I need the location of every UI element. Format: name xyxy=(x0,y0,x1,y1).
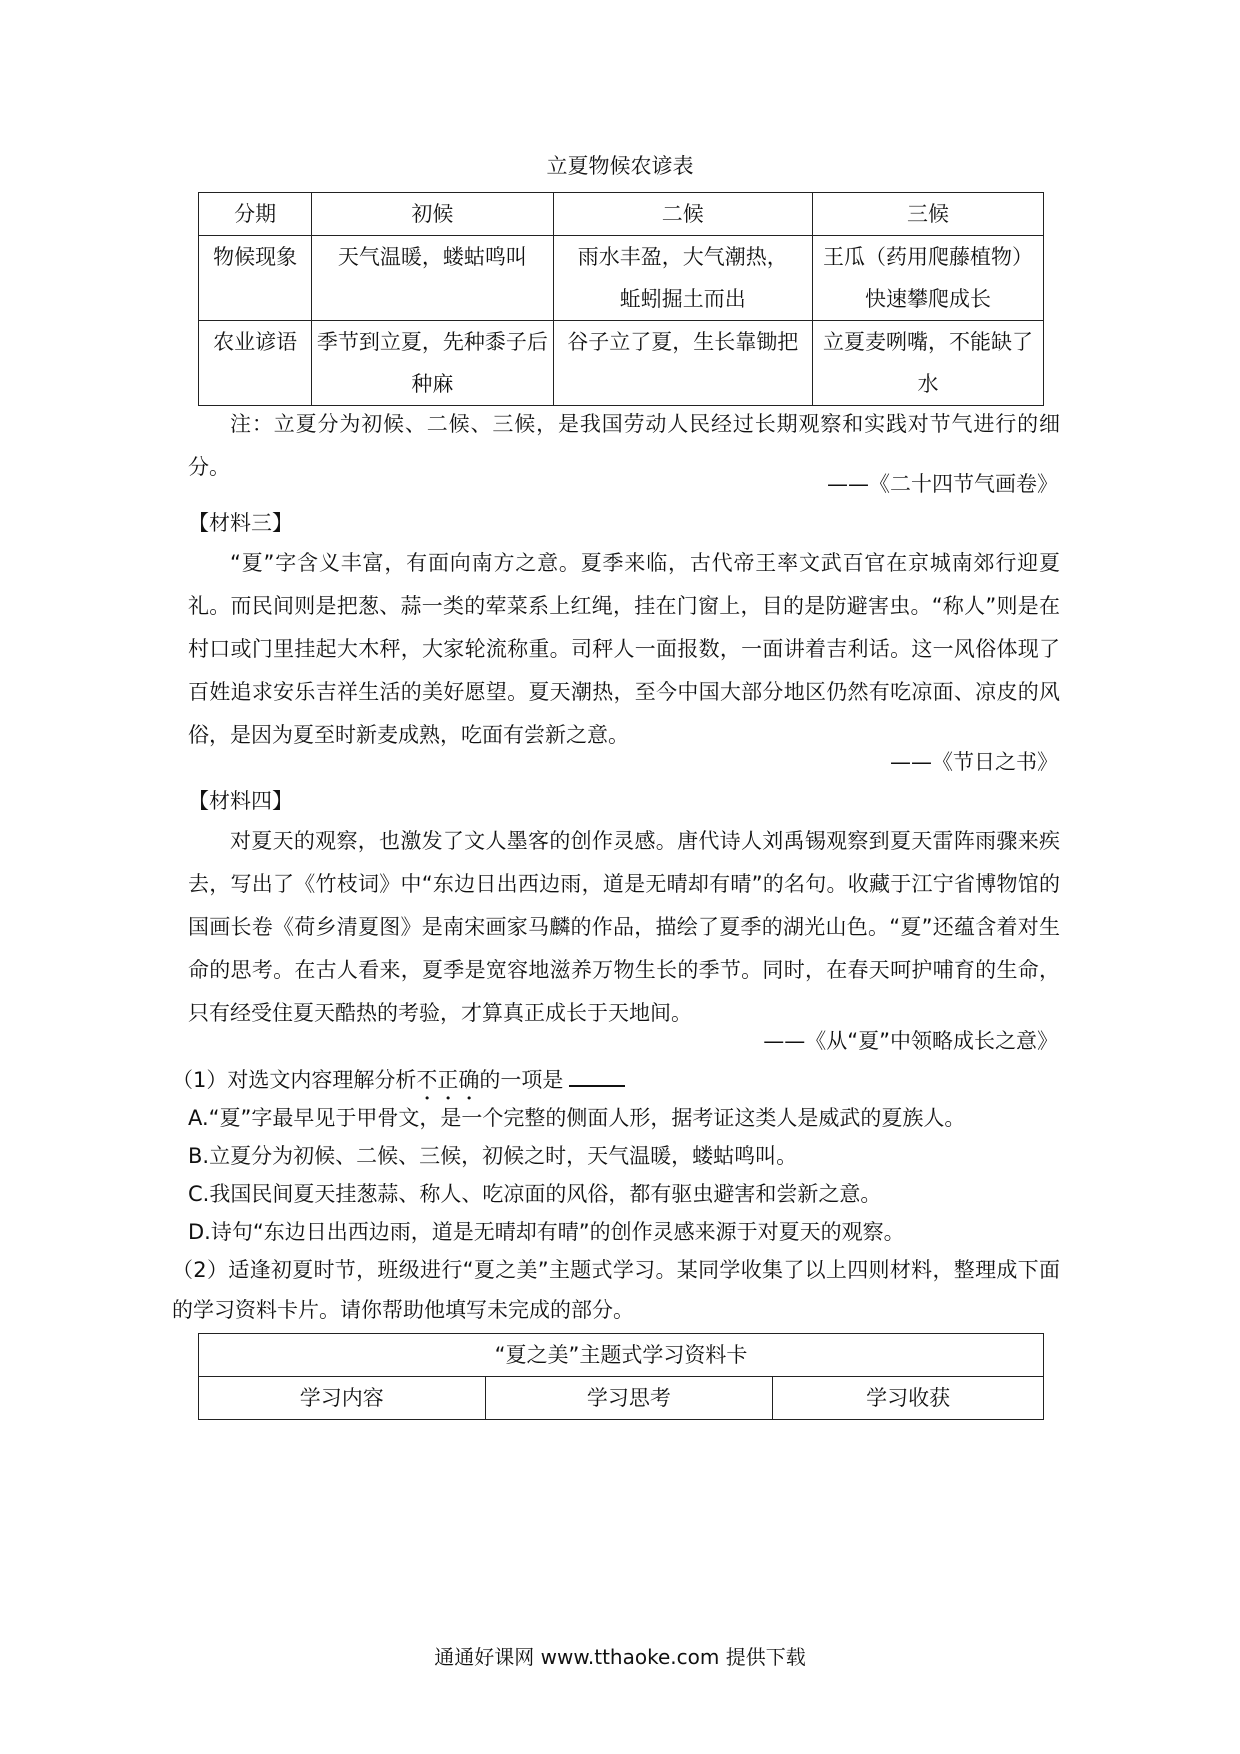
material-paragraph: 对夏天的观察，也激发了文人墨客的创作灵感。唐代诗人刘禹锡观察到夏天雷阵雨骤来疾去，写出了《竹枝词》中“东边日出西边雨，道是无晴却有晴”的名句。收藏于江宁省博物馆的国画长卷《荷乡清夏图》是南宋画家马麟的作品，描绘了夏季的湖光山色。“夏”还蕴含着对生命的思考。在古人看来，夏季是宽容地滋养万物生长的季节。同时，在春天呵护哺育的生命，只有经受住夏天酷热的考验，才算真正成长于天地间。 xyxy=(188,829,1060,1025)
table-cell: 王瓜（药用爬藤植物）快速攀爬成长 xyxy=(812,236,1043,321)
option-b: B.立夏分为初候、二候、三候，初候之时，天气温暖，蝼蛄鸣叫。 xyxy=(188,1144,798,1168)
footer-watermark: 通通好课网 www.tthaoke.com 提供下载 xyxy=(434,1645,806,1669)
table-cell: 天气温暖，蝼蛄鸣叫 xyxy=(312,236,553,321)
source-citation: ——《节日之书》 xyxy=(890,750,1058,774)
table-cell: 雨水丰盈，大气潮热，蚯蚓掘土而出 xyxy=(553,236,812,321)
section-heading: 【材料四】 xyxy=(188,789,293,813)
card-header-cell: 学习内容 xyxy=(199,1377,486,1420)
question-2: （2）适逢初夏时节，班级进行“夏之美”主题式学习。某同学收集了以上四则材料，整理成下面的学习资料卡片。请你帮助他填写未完成的部分。 xyxy=(172,1258,1060,1322)
question-1: （1）对选文内容理解分析不正确的一项是 xyxy=(172,1060,625,1105)
source-citation: ——《从“夏”中领略成长之意》 xyxy=(763,1029,1058,1053)
table-row xyxy=(199,236,1044,321)
card-title: “夏之美”主题式学习资料卡 xyxy=(199,1334,1044,1377)
table-cell: 立夏麦咧嘴，不能缺了水 xyxy=(812,321,1043,406)
option-c: C.我国民间夏天挂葱蒜、称人、吃凉面的风俗，都有驱虫避害和尝新之意。 xyxy=(188,1182,882,1206)
option-a: A.“夏”字最早见于甲骨文，是一个完整的侧面人形，据考证这类人是威武的夏族人。 xyxy=(188,1106,966,1130)
study-card-table xyxy=(198,1333,1044,1420)
material-paragraph: “夏”字含义丰富，有面向南方之意。夏季来临，古代帝王率文武百官在京城南郊行迎夏礼。而民间则是把葱、蒜一类的荤菜系上红绳，挂在门窗上，目的是防避害虫。“称人”则是在村口或门里挂起大木秤，大家轮流称重。司秤人一面报数，一面讲着吉利话。这一风俗体现了百姓追求安乐吉祥生活的美好愿望。夏天潮热，至今中国大部分地区仍然有吃凉面、凉皮的风俗，是因为夏至时新麦成熟，吃面有尝新之意。 xyxy=(188,551,1060,747)
table-header-cell: 初候 xyxy=(312,193,553,236)
phenology-table xyxy=(198,192,1044,406)
table-cell: 季节到立夏，先种黍子后种麻 xyxy=(312,321,553,406)
table-note: 注：立夏分为初候、二候、三候，是我国劳动人民经过长期观察和实践对节气进行的细分。 xyxy=(188,412,1060,479)
option-d: D.诗句“东边日出西边雨，道是无晴却有晴”的创作灵感来源于对夏天的观察。 xyxy=(188,1220,905,1244)
table-row xyxy=(199,321,1044,406)
table-title: 立夏物候农谚表 xyxy=(546,154,694,178)
row-label: 农业谚语 xyxy=(199,321,312,406)
row-label: 物候现象 xyxy=(199,236,312,321)
table-header-cell: 三候 xyxy=(812,193,1043,236)
card-header-cell: 学习思考 xyxy=(485,1377,773,1420)
source-citation: ——《二十四节气画卷》 xyxy=(827,472,1058,496)
section-heading: 【材料三】 xyxy=(188,511,293,535)
table-cell: 谷子立了夏，生长靠锄把 xyxy=(553,321,812,406)
card-header-cell: 学习收获 xyxy=(773,1377,1044,1420)
table-header-cell: 分期 xyxy=(199,193,312,236)
table-header-cell: 二候 xyxy=(553,193,812,236)
emphasis-text: 不正确 xyxy=(416,1068,480,1092)
answer-blank[interactable] xyxy=(569,1065,625,1087)
